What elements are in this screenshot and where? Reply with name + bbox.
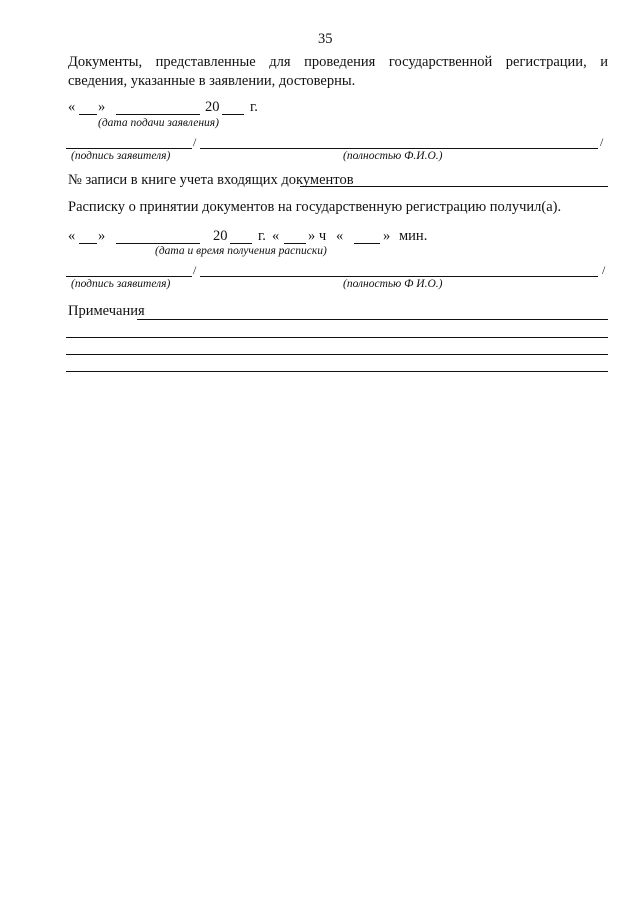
fullname1-caption: (полностью Ф.И.О.) xyxy=(343,150,443,162)
notes-line-4 xyxy=(66,371,608,372)
date2-caption: (дата и время получения расписки) xyxy=(155,245,327,257)
fullname2-line xyxy=(200,276,598,277)
date1-month-blank xyxy=(116,114,200,115)
signature2-caption: (подпись заявителя) xyxy=(71,278,171,290)
date2-hour-close: » ч xyxy=(308,228,327,244)
date1-quote-close: » xyxy=(98,99,106,115)
statement-line-1: Документы, представленные для проведения государственной регистрации, и xyxy=(68,54,608,70)
record-number-line xyxy=(300,186,608,187)
notes-line-1 xyxy=(137,319,608,320)
notes-label: Примечания xyxy=(68,303,145,319)
signature1-end-separator: / xyxy=(600,135,604,149)
notes-line-2 xyxy=(66,337,608,338)
date1-year-suffix: г. xyxy=(250,99,258,115)
date1-year-prefix: 20 xyxy=(205,99,220,115)
date2-year-suffix: г. xyxy=(258,228,266,244)
date2-min-label: мин. xyxy=(399,228,428,244)
date1-quote-open: « xyxy=(68,99,76,115)
date2-quote-close: » xyxy=(98,228,106,244)
notes-line-3 xyxy=(66,354,608,355)
date2-min-open: « xyxy=(336,228,344,244)
date2-month-blank xyxy=(116,243,200,244)
signature1-line xyxy=(66,148,192,149)
signature2-separator: / xyxy=(193,263,197,277)
date2-min-close: » xyxy=(383,228,391,244)
signature2-end-separator: / xyxy=(602,263,606,277)
signature2-line xyxy=(66,276,192,277)
statement-paragraph xyxy=(68,53,608,91)
date2-hour-blank xyxy=(284,243,306,244)
date2-year-prefix: 20 xyxy=(213,228,228,244)
date1-day-blank xyxy=(79,114,97,115)
date2-year-blank xyxy=(230,243,252,244)
fullname1-line xyxy=(200,148,598,149)
receipt-text: Расписку о принятии документов на государственную регистрацию получил(а). xyxy=(68,199,562,215)
date2-min-blank xyxy=(354,243,380,244)
date2-quote-open: « xyxy=(68,228,76,244)
date2-hour-open: « xyxy=(272,228,280,244)
page-number: 35 xyxy=(318,31,333,47)
date1-caption: (дата подачи заявления) xyxy=(98,117,219,129)
date1-year-blank xyxy=(222,114,244,115)
signature1-caption: (подпись заявителя) xyxy=(71,150,171,162)
record-number-label: № записи в книге учета входящих документов xyxy=(68,172,354,188)
date2-day-blank xyxy=(79,243,97,244)
statement-line-2: сведения, указанные в заявлении, достоверны. xyxy=(68,73,356,89)
signature1-separator: / xyxy=(193,135,197,149)
fullname2-caption: (полностью Ф И.О.) xyxy=(343,278,443,290)
